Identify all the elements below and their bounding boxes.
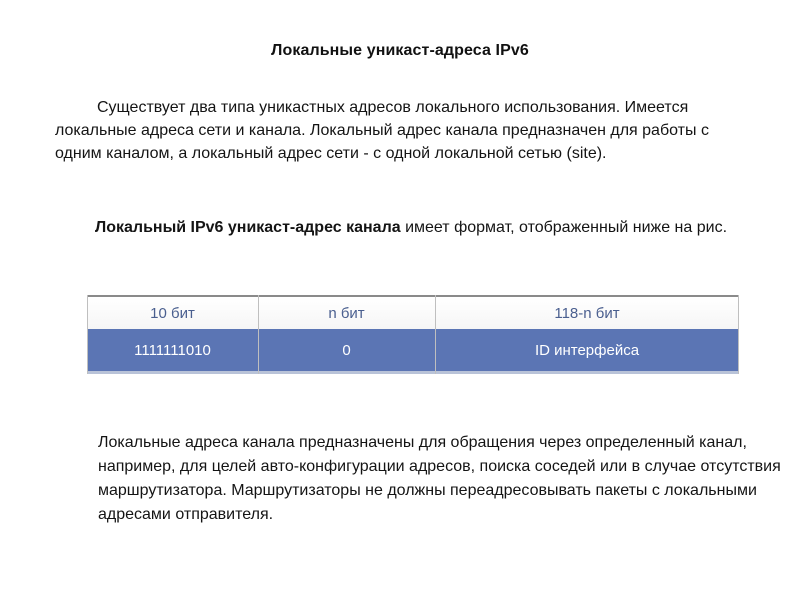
paragraph-intro: Существует два типа уникастных адресов локального использования. Имеется локальные адреса сети и канала. Локальный адрес канала предназначен для работы с одним каналом, а локальный адрес сети - с одной локальной сетью (site). [55, 99, 709, 162]
table-divider [738, 295, 739, 374]
paragraph-format [55, 216, 755, 239]
table-divider [435, 295, 436, 374]
slide-title: Локальные уникаст-адреса IPv6 [271, 42, 529, 59]
header-cell-zero: n бит [328, 304, 365, 322]
table-divider [87, 295, 88, 374]
table-value-row [87, 329, 739, 371]
value-cell-zero: 0 [342, 341, 351, 359]
paragraph-usage: Локальные адреса канала предназначены для обращения через определенный канал, например, для целей авто-конфигурации адресов, поиска соседей или в случае отсутствия маршрутизатора. Маршрутизаторы не должны переадресовывать пакеты с локальными адресами отправителя. [98, 434, 781, 523]
table-bottom-border [87, 371, 739, 374]
table-divider [258, 295, 259, 374]
header-cell-prefix: 10 бит [150, 304, 195, 322]
paragraph-format-rest: имеет формат, отображенный ниже на рис. [400, 219, 728, 236]
value-cell-prefix: 1111111010 [134, 341, 211, 359]
paragraph-format-bold: Локальный IPv6 уникаст-адрес канала [95, 219, 401, 236]
header-cell-interface: 118-n бит [554, 304, 620, 322]
value-cell-interface: ID интерфейса [534, 341, 640, 359]
address-format-table [87, 295, 739, 379]
table-header-row [87, 297, 739, 329]
